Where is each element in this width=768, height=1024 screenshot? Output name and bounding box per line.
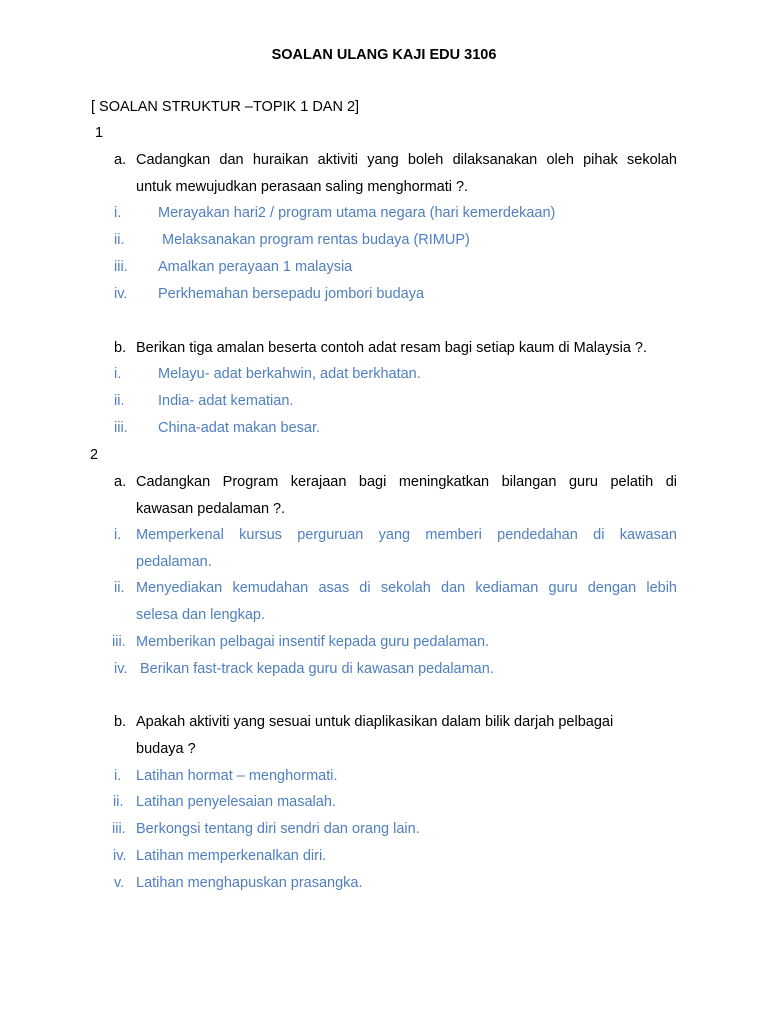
q1b-marker: b. (114, 340, 127, 356)
q2a-question-line2: kawasan pedalaman ?. (136, 501, 286, 517)
q1b-answer-text: India- adat kematian. (158, 393, 294, 409)
q1a-answer-text: Amalkan perayaan 1 malaysia (158, 259, 353, 275)
q1a-answer-marker: iii. (114, 259, 128, 275)
q2a-answer-marker: iv. (114, 661, 128, 677)
q1a-answer-marker: iv. (114, 286, 128, 302)
q2b-answer-text: Latihan memperkenalkan diri. (136, 848, 327, 864)
q2a-marker: a. (114, 474, 127, 490)
q2a-answer-text: Berikan fast-track kepada guru di kawasan pedalaman. (140, 661, 494, 677)
q2a-question-line1: Cadangkan Program kerajaan bagi meningkatkan bilangan guru pelatih di (136, 474, 677, 490)
q1a-answer-text: Perkhemahan bersepadu jombori budaya (158, 286, 425, 302)
q2a-answer-marker: i. (114, 527, 122, 543)
q2b-answer-text: Latihan penyelesaian masalah. (136, 794, 336, 810)
q2b-marker: b. (114, 714, 127, 730)
q2a-answer-marker: ii. (114, 580, 125, 596)
q1b-answer-text: China-adat makan besar. (158, 420, 321, 436)
q2b-answer-marker: v. (114, 875, 125, 891)
q2b-answer-marker: iii. (112, 821, 126, 837)
q2a-answer-line2: pedalaman. (136, 554, 212, 570)
q1b-answer-text: Melayu- adat berkahwin, adat berkhatan. (158, 366, 421, 382)
q2b-answer-marker: ii. (113, 794, 124, 810)
q1a-question-line1: Cadangkan dan huraikan aktiviti yang boleh dilaksanakan oleh pihak sekolah (136, 152, 677, 168)
q2a-answer-marker: iii. (112, 634, 126, 650)
question-number-2: 2 (90, 447, 99, 463)
page-title: SOALAN ULANG KAJI EDU 3106 (271, 47, 497, 63)
q2b-answer-marker: iv. (113, 848, 127, 864)
q1a-marker: a. (114, 152, 127, 168)
q1b-answer-marker: iii. (114, 420, 128, 436)
q2b-answer-text: Latihan menghapuskan prasangka. (136, 875, 363, 891)
q2a-answer-line1: Memperkenal kursus perguruan yang memberi pendedahan di kawasan (136, 527, 677, 543)
q2b-question-line2: budaya ? (136, 741, 196, 757)
q1a-answer-marker: ii. (114, 232, 125, 248)
q1b-answer-marker: i. (114, 366, 122, 382)
q1a-question-line2: untuk mewujudkan perasaan saling menghormati ?. (136, 179, 469, 195)
q2b-answer-marker: i. (114, 768, 122, 784)
q2a-answer-text: Memberikan pelbagai insentif kepada guru pedalaman. (136, 634, 490, 650)
q1b-answer-marker: ii. (114, 393, 125, 409)
q2b-question-line1: Apakah aktiviti yang sesuai untuk diaplikasikan dalam bilik darjah pelbagai (136, 714, 614, 730)
q2b-answer-text: Latihan hormat – menghormati. (136, 768, 338, 784)
q1a-answer-marker: i. (114, 205, 122, 221)
q2b-answer-text: Berkongsi tentang diri sendri dan orang lain. (136, 821, 420, 837)
q2a-answer-line1: Menyediakan kemudahan asas di sekolah dan kediaman guru dengan lebih (136, 580, 677, 596)
section-header: [ SOALAN STRUKTUR –TOPIK 1 DAN 2] (91, 99, 360, 115)
question-number-1: 1 (95, 125, 104, 141)
q2a-answer-line2: selesa dan lengkap. (136, 607, 265, 623)
q1a-answer-text: Melaksanakan program rentas budaya (RIMUP) (162, 232, 470, 248)
q1a-answer-text: Merayakan hari2 / program utama negara (hari kemerdekaan) (158, 205, 556, 221)
q1b-question-line1: Berikan tiga amalan beserta contoh adat resam bagi setiap kaum di Malaysia ?. (136, 340, 648, 356)
